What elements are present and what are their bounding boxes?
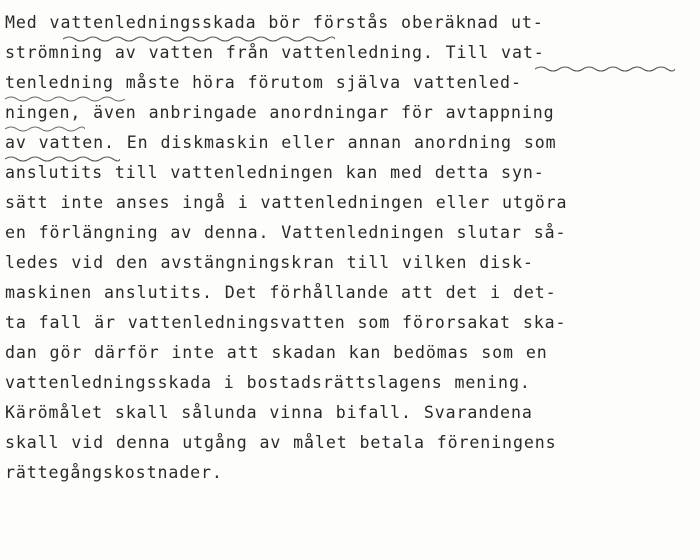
text-line-12: dan gör därför inte att skadan kan bedömas som en xyxy=(5,343,548,362)
handwritten-underline-mark xyxy=(5,155,120,163)
text-line-11: ta fall är vattenledningsvatten som förorsakat ska- xyxy=(5,313,567,332)
text-line-8: en förlängning av denna. Vattenledningen slutar så- xyxy=(5,223,567,242)
text-line-16: rättegångskostnader. xyxy=(5,463,223,482)
text-line-1: Med vattenledningsskada bör förstås oberäknad ut- xyxy=(5,13,544,32)
handwritten-underline-mark xyxy=(535,65,675,73)
text-line-13: vattenledningsskada i bostadsrättslagens mening. xyxy=(5,373,531,392)
handwritten-underline-mark xyxy=(63,35,335,43)
text-line-6: anslutits till vattenledningen kan med detta syn- xyxy=(5,163,545,182)
text-line-9: ledes vid den avstängningskran till vilken disk- xyxy=(5,253,534,272)
document-body-text xyxy=(5,8,695,488)
text-line-5: av vatten. En diskmaskin eller annan anordning som xyxy=(5,133,557,152)
text-line-2: strömning av vatten från vattenledning. Till vat- xyxy=(5,43,545,62)
text-line-15: skall vid denna utgång av målet betala föreningens xyxy=(5,433,557,452)
text-line-14: Kärömålet skall sålunda vinna bifall. Svarandena xyxy=(5,403,533,422)
handwritten-underline-mark xyxy=(5,125,85,133)
text-line-4: ningen, även anbringade anordningar för avtappning xyxy=(5,103,555,122)
text-line-7: sätt inte anses ingå i vattenledningen eller utgöra xyxy=(5,193,568,212)
text-line-3: tenledning måste höra förutom själva vattenled- xyxy=(5,73,522,92)
text-line-10: maskinen anslutits. Det förhållande att det i det- xyxy=(5,283,557,302)
handwritten-underline-mark xyxy=(5,95,125,103)
